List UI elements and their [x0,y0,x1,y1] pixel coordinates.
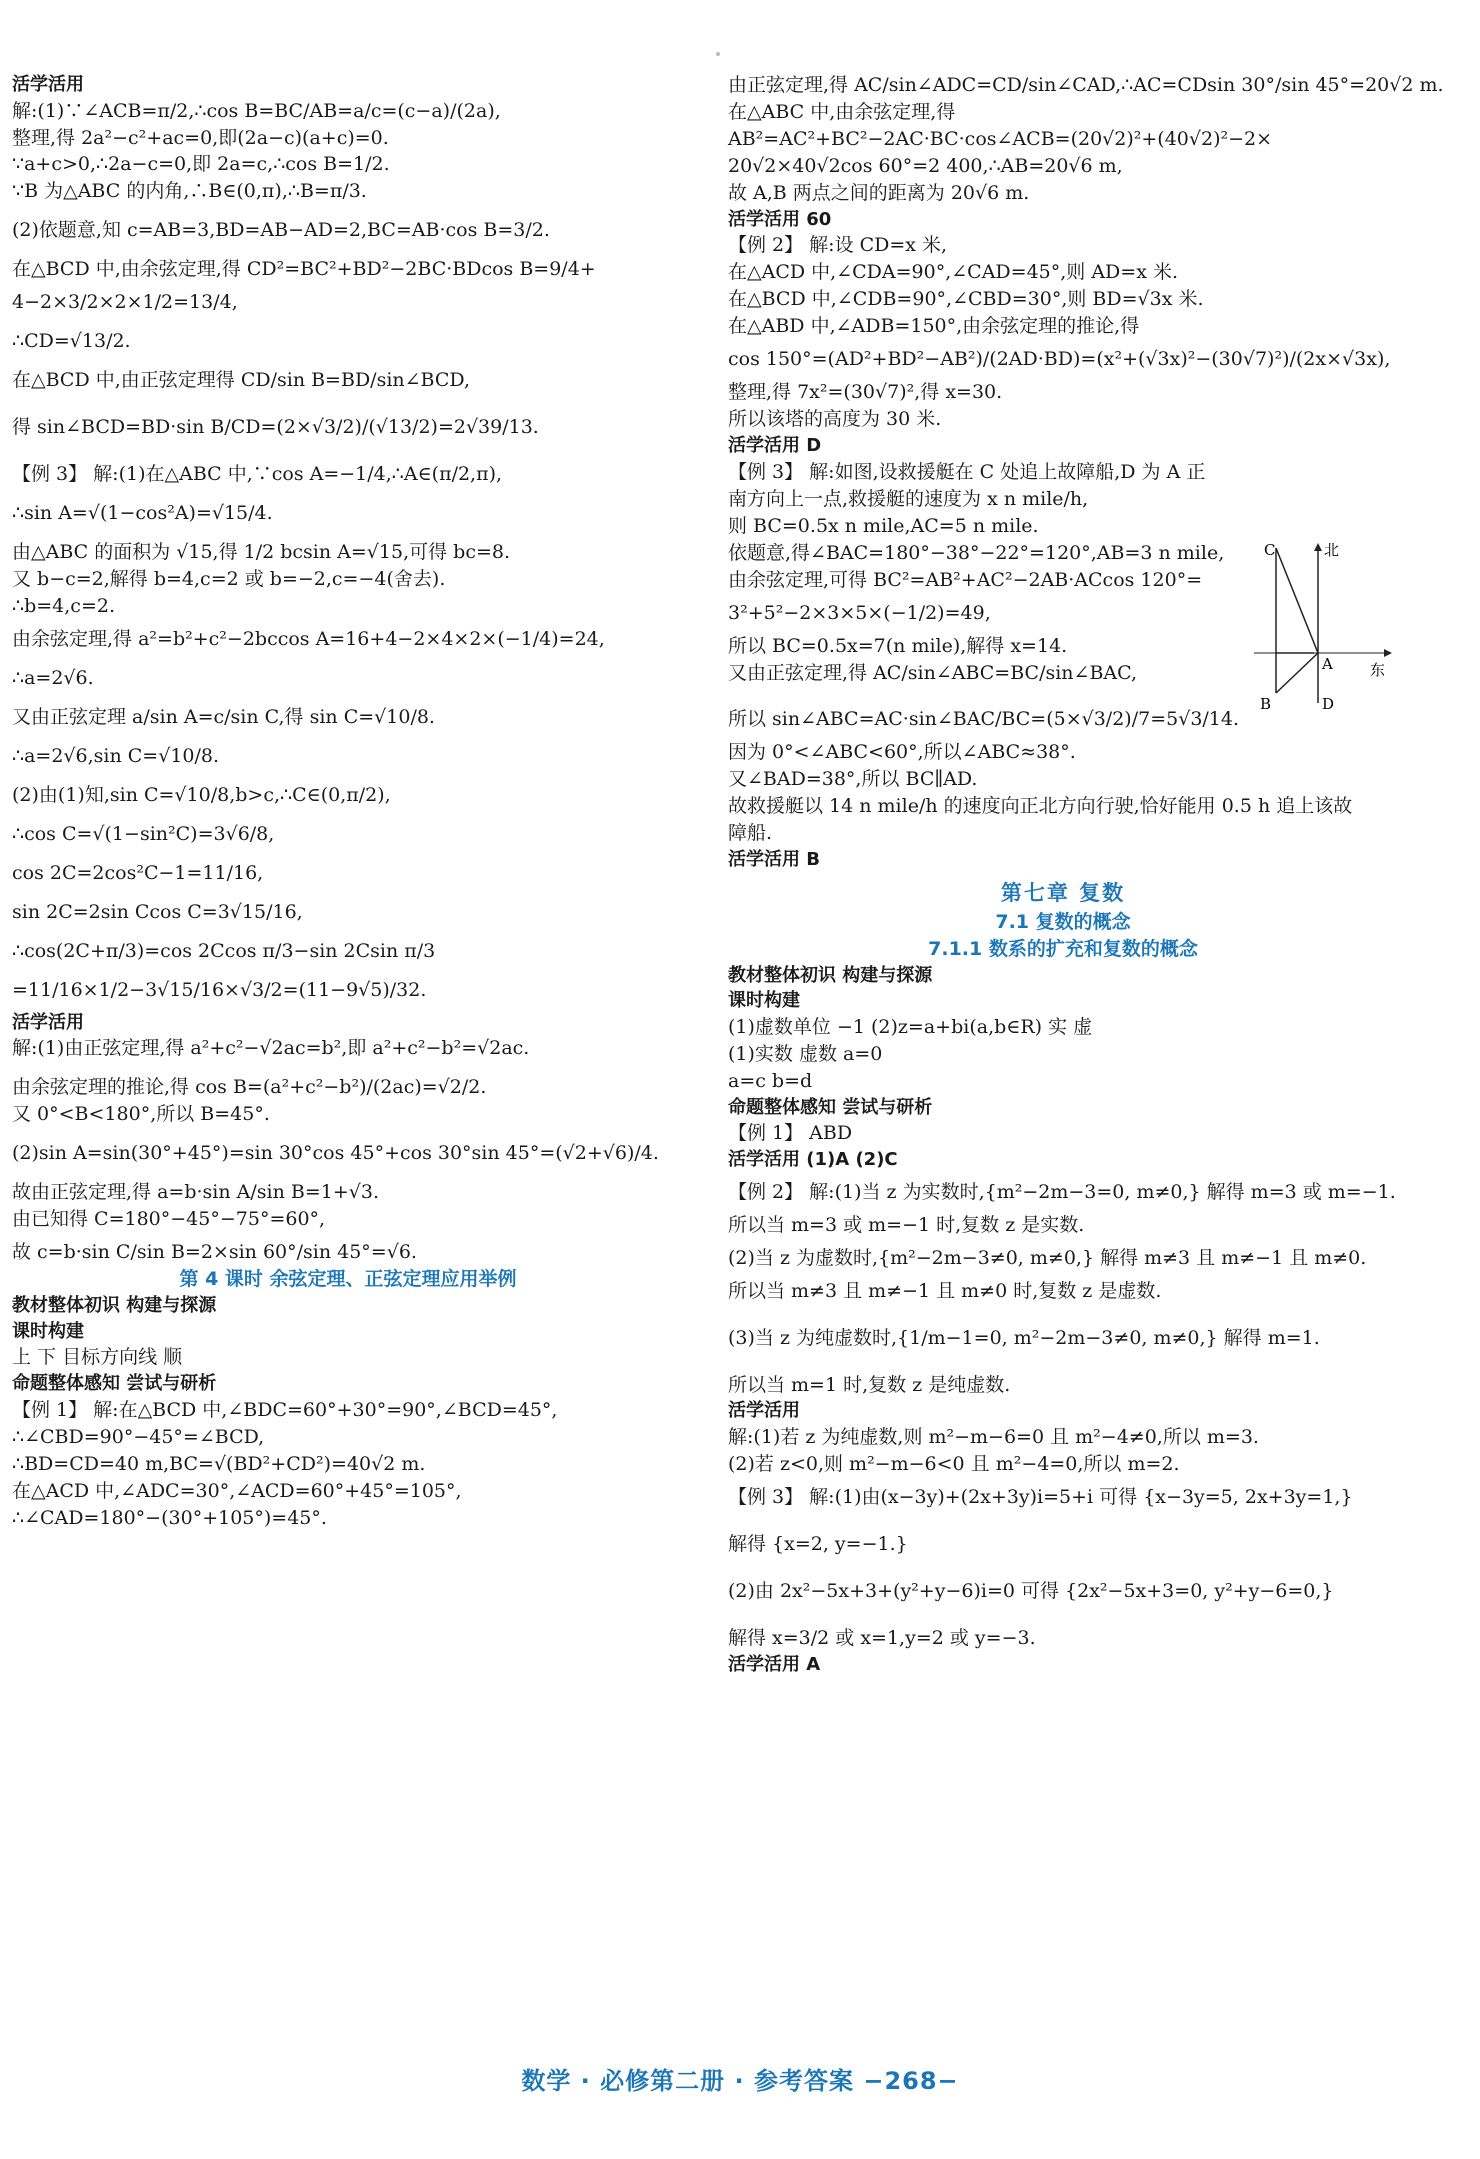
text-line: 【例 3】 解:(1)在△ABC 中,∵cos A=−1/4,∴A∈(π/2,π), [12,463,503,486]
text-line: (2)当 z 为虚数时,{m²−2m−3≠0, m≠0,} 解得 m≠3 且 m≠−1 且 m≠0. [728,1246,1367,1269]
text-line: 第 4 课时 余弦定理、正弦定理应用举例 [179,1268,517,1291]
text-line: 故由正弦定理,得 a=b·sin A/sin B=1+√3. [12,1181,379,1204]
text-line: 7.1 复数的概念 [995,910,1131,933]
text-line: 在△BCD 中,由正弦定理得 CD/sin B=BD/sin∠BCD, [12,369,471,392]
text-line: (1)虚数单位 −1 (2)z=a+bi(a,b∈R) 实 虚 [728,1015,1093,1038]
text-line: 因为 0°<∠ABC<60°,所以∠ABC≈38°. [728,741,1076,764]
text-line: 依题意,得∠BAC=180°−38°−22°=120°,AB=3 n mile, [728,541,1225,564]
text-line: ∴cos C=√(1−sin²C)=3√6/8, [12,822,275,845]
text-line: 由正弦定理,得 AC/sin∠ADC=CD/sin∠CAD,∴AC=CDsin 30°/sin 45°=20√2 m. [728,74,1444,96]
text-line: 解:(1)由正弦定理,得 a²+c²−√2ac=b²,即 a²+c²−b²=√2ac. [12,1037,530,1060]
text-line: 又由正弦定理,得 AC/sin∠ABC=BC/sin∠BAC, [728,661,1138,684]
text-line: 解:(1)若 z 为纯虚数,则 m²−m−6=0 且 m²−4≠0,所以 m=3. [728,1426,1259,1449]
text-line: 解:(1)∵∠ACB=π/2,∴cos B=BC/AB=a/c=(c−a)/(2a), [12,99,501,122]
section-heading: 活学活用 (1)A (2)C [728,1149,898,1171]
text-line: 由△ABC 的面积为 √15,得 1/2 bcsin A=√15,可得 bc=8. [12,541,511,564]
text-line: ∴∠CBD=90°−45°=∠BCD, [12,1425,265,1448]
text-line: ∵a+c>0,∴2a−c=0,即 2a=c,∴cos B=1/2. [12,153,390,176]
text-line: 在△ACD 中,∠ADC=30°,∠ACD=60°+45°=105°, [12,1479,462,1502]
right-column [728,72,1444,1677]
text-line: 【例 1】 解:在△BCD 中,∠BDC=60°+30°=90°,∠BCD=45°, [12,1398,558,1421]
text-line: 在△BCD 中,∠CDB=90°,∠CBD=30°,则 BD=√3x 米. [728,288,1204,311]
text-line: ∴a=2√6,sin C=√10/8. [12,744,220,767]
text-line: 20√2×40√2cos 60°=2 400,∴AB=20√6 m, [728,154,1123,177]
text-line: ∵B 为△ABC 的内角,∴B∈(0,π),∴B=π/3. [12,180,367,203]
text-line: 所以当 m≠3 且 m≠−1 且 m≠0 时,复数 z 是虚数. [728,1279,1162,1302]
text-line: 解得 x=3/2 或 x=1,y=2 或 y=−3. [728,1626,1036,1649]
text-line: 【例 2】 解:设 CD=x 米, [728,234,948,257]
text-line: 由已知得 C=180°−45°−75°=60°, [12,1208,326,1231]
label-D: D [1322,695,1335,713]
text-line: ∴sin A=√(1−cos²A)=√15/4. [12,502,273,525]
page-footer: 数学 · 必修第二册 · 参考答案 −268− [521,2067,959,2095]
text-line: 又 b−c=2,解得 b=4,c=2 或 b=−2,c=−4(舍去). [12,568,446,591]
text-line: (2)由(1)知,sin C=√10/8,b>c,∴C∈(0,π/2), [12,783,391,806]
text-line: 7.1.1 数系的扩充和复数的概念 [928,937,1198,960]
text-line: 又 0°<B<180°,所以 B=45°. [12,1103,270,1126]
text-line: =11/16×1/2−3√15/16×√3/2=(11−9√5)/32. [12,978,427,1001]
page-mark [716,52,720,56]
text-line: 所以当 m=3 或 m=−1 时,复数 z 是实数. [728,1213,1085,1236]
text-line: 所以该塔的高度为 30 米. [728,408,942,431]
label-east: 东 [1370,661,1386,679]
text-line: 由余弦定理的推论,得 cos B=(a²+c²−b²)/(2ac)=√2/2. [12,1076,487,1099]
text-line: 在△BCD 中,由余弦定理,得 CD²=BC²+BD²−2BC·BDcos B=9/4+ [12,258,596,281]
section-heading: 课时构建 [12,1320,84,1342]
text-line: (1)实数 虚数 a=0 [728,1042,883,1065]
text-line: 由余弦定理,可得 BC²=AB²+AC²−2AB·ACcos 120°= [728,568,1203,591]
section-heading: 活学活用 D [728,435,822,457]
text-line: 由余弦定理,得 a²=b²+c²−2bccos A=16+4−2×4×2×(−1/4)=24, [12,628,605,651]
text-line: 又∠BAD=38°,所以 BC∥AD. [728,768,978,791]
text-line: 得 sin∠BCD=BD·sin B/CD=(2×√3/2)/(√13/2)=2√39/13. [12,416,539,439]
text-line: 解得 {x=2, y=−1.} [728,1532,908,1555]
text-line: 所以 BC=0.5x=7(n mile),解得 x=14. [728,634,1068,657]
text-line: 上 下 目标方向线 顺 [12,1346,183,1369]
text-line: 故 A,B 两点之间的距离为 20√6 m. [728,181,1030,204]
text-line: 【例 2】 解:(1)当 z 为实数时,{m²−2m−3=0, m≠0,} 解得 m=3 或 m=−1. [728,1180,1396,1203]
section-heading: 命题整体感知 尝试与研析 [728,1096,933,1118]
section-heading: 活学活用 [12,74,84,95]
text-line: 4−2×3/2×2×1/2=13/4, [12,291,238,314]
text-line: 【例 3】 解:(1)由(x−3y)+(2x+3y)i=5+i 可得 {x−3y=5, 2x+3y=1,} [728,1485,1353,1508]
text-line: ∴∠CAD=180°−(30°+105°)=45°. [12,1506,327,1529]
text-line: (2)若 z<0,则 m²−m−6<0 且 m²−4=0,所以 m=2. [728,1453,1180,1475]
text-line: 又由正弦定理 a/sin A=c/sin C,得 sin C=√10/8. [12,706,435,729]
section-heading: 活学活用 60 [728,208,832,230]
text-line: cos 2C=2cos²C−1=11/16, [12,861,264,884]
text-line: 在△ABC 中,由余弦定理,得 [728,100,956,123]
text-line: (2)由 2x²−5x+3+(y²+y−6)i=0 可得 {2x²−5x+3=0, y²+y−6=0,} [728,1579,1334,1602]
text-line: (2)sin A=sin(30°+45°)=sin 30°cos 45°+cos 30°sin 45°=(√2+√6)/4. [12,1142,659,1165]
section-heading: 教材整体初识 构建与探源 [12,1295,217,1317]
text-line: (2)依题意,知 c=AB=3,BD=AB−AD=2,BC=AB·cos B=3/2. [12,219,550,242]
section-heading: 教材整体初识 构建与探源 [728,964,933,986]
text-line: ∴BD=CD=40 m,BC=√(BD²+CD²)=40√2 m. [12,1452,426,1475]
text-line: 所以当 m=1 时,复数 z 是纯虚数. [728,1373,1011,1396]
text-line: (3)当 z 为纯虚数时,{1/m−1=0, m²−2m−3≠0, m≠0,} 解得 m=1. [728,1326,1320,1349]
text-line: 障船. [728,822,773,845]
text-line: 在△ABD 中,∠ADB=150°,由余弦定理的推论,得 [728,315,1140,338]
text-line: 3²+5²−2×3×5×(−1/2)=49, [728,601,991,624]
label-A: A [1322,655,1333,673]
text-line: 则 BC=0.5x n mile,AC=5 n mile. [728,514,1039,537]
section-heading: 活学活用 [12,1011,84,1033]
text-line: AB²=AC²+BC²−2AC·BC·cos∠ACB=(20√2)²+(40√2)²−2× [728,127,1273,150]
text-line: 南方向上一点,救援艇的速度为 x n mile/h, [728,487,1089,510]
navigation-diagram [1254,543,1394,713]
text-line: 在△ACD 中,∠CDA=90°,∠CAD=45°,则 AD=x 米. [728,261,1178,284]
section-heading: 活学活用 B [728,849,820,871]
left-column [12,72,684,1532]
text-line: 【例 3】 解:如图,设救援艇在 C 处追上故障船,D 为 A 正 [728,460,1206,483]
section-heading: 活学活用 [728,1400,800,1422]
text-line: 故 c=b·sin C/sin B=2×sin 60°/sin 45°=√6. [12,1241,417,1264]
label-B: B [1260,695,1272,713]
text-line: 【例 1】 ABD [728,1122,853,1145]
text-line: 故救援艇以 14 n mile/h 的速度向正北方向行驶,恰好能用 0.5 h 追上该故 [728,795,1353,818]
text-line: 所以 sin∠ABC=AC·sin∠BAC/BC=(5×√3/2)/7=5√3/14. [728,708,1240,731]
text-line: 第七章 复数 [1000,880,1126,905]
text-line: ∴CD=√13/2. [12,330,131,353]
text-line: sin 2C=2sin Ccos C=3√15/16, [12,900,303,923]
text-line: 整理,得 7x²=(30√7)²,得 x=30. [728,381,1003,404]
label-north: 北 [1324,543,1340,559]
text-line: ∴a=2√6. [12,667,94,690]
text-line: ∴b=4,c=2. [12,595,115,618]
text-line: a=c b=d [728,1069,813,1092]
text-line: cos 150°=(AD²+BD²−AB²)/(2AD·BD)=(x²+(√3x)²−(30√7)²)/(2x×√3x), [728,348,1391,371]
section-heading: 课时构建 [728,990,800,1012]
text-line: 整理,得 2a²−c²+ac=0,即(2a−c)(a+c)=0. [12,126,389,149]
section-heading: 命题整体感知 尝试与研析 [12,1373,217,1395]
label-C: C [1264,543,1276,559]
text-line: ∴cos(2C+π/3)=cos 2Ccos π/3−sin 2Csin π/3 [12,939,436,962]
section-heading: 活学活用 A [728,1653,821,1675]
